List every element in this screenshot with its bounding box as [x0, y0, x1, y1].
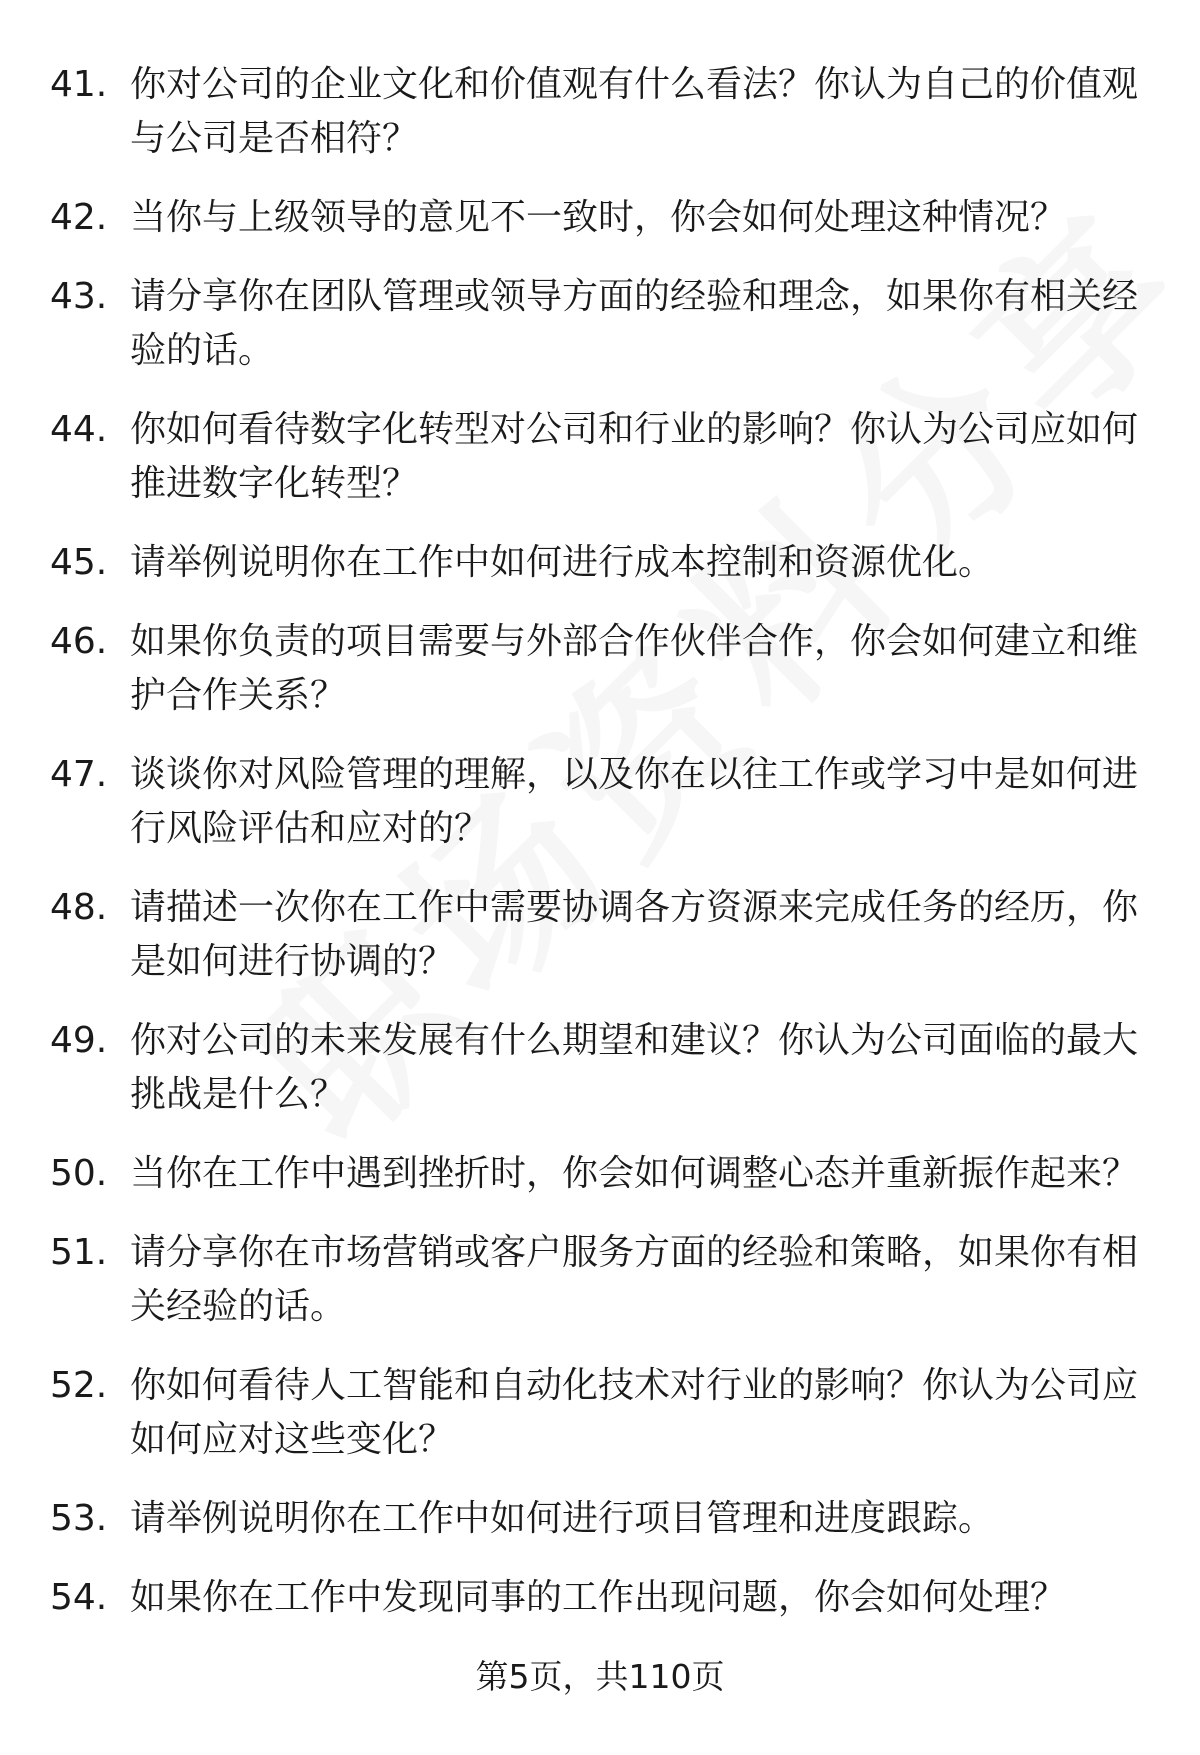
question-number: 41.	[50, 64, 108, 105]
question-number: 53.	[50, 1498, 108, 1539]
question-number: 47.	[50, 754, 108, 795]
question-text: 当你在工作中遇到挫折时，你会如何调整心态并重新振作起来？	[130, 1153, 1139, 1194]
question-list	[50, 58, 1150, 1650]
question-item	[50, 1014, 1150, 1122]
question-item	[50, 748, 1150, 856]
question-number: 49.	[50, 1020, 108, 1061]
question-item	[50, 881, 1150, 989]
question-number: 42.	[50, 197, 108, 238]
question-text: 请举例说明你在工作中如何进行项目管理和进度跟踪。	[130, 1498, 995, 1539]
question-text: 你如何看待人工智能和自动化技术对行业的影响？你认为公司应如何应对这些变化？	[130, 1365, 1139, 1460]
question-text: 请描述一次你在工作中需要协调各方资源来完成任务的经历，你是如何进行协调的？	[130, 887, 1139, 982]
page-number-footer: 第5页，共110页	[475, 1657, 725, 1696]
question-number: 43.	[50, 276, 108, 317]
question-number: 48.	[50, 887, 108, 928]
question-text: 请举例说明你在工作中如何进行成本控制和资源优化。	[130, 542, 995, 583]
question-text: 如果你在工作中发现同事的工作出现问题，你会如何处理？	[130, 1577, 1067, 1618]
question-number: 44.	[50, 409, 108, 450]
question-text: 谈谈你对风险管理的理解，以及你在以往工作或学习中是如何进行风险评估和应对的？	[130, 754, 1139, 849]
question-item	[50, 403, 1150, 511]
question-text: 你对公司的企业文化和价值观有什么看法？你认为自己的价值观与公司是否相符？	[130, 64, 1139, 159]
question-number: 51.	[50, 1232, 108, 1273]
question-item	[50, 1226, 1150, 1334]
question-item	[50, 58, 1150, 166]
question-text: 如果你负责的项目需要与外部合作伙伴合作，你会如何建立和维护合作关系？	[130, 621, 1139, 716]
question-number: 50.	[50, 1153, 108, 1194]
question-text: 当你与上级领导的意见不一致时，你会如何处理这种情况？	[130, 197, 1067, 238]
question-item	[50, 1492, 1150, 1546]
question-number: 46.	[50, 621, 108, 662]
question-number: 45.	[50, 542, 108, 583]
question-text: 请分享你在团队管理或领导方面的经验和理念，如果你有相关经验的话。	[130, 276, 1139, 371]
question-item	[50, 1571, 1150, 1625]
question-text: 你对公司的未来发展有什么期望和建议？你认为公司面临的最大挑战是什么？	[130, 1020, 1139, 1115]
question-item	[50, 191, 1150, 245]
question-number: 54.	[50, 1577, 108, 1618]
question-item	[50, 536, 1150, 590]
question-number: 52.	[50, 1365, 108, 1406]
question-item	[50, 615, 1150, 723]
question-item	[50, 1359, 1150, 1467]
question-text: 你如何看待数字化转型对公司和行业的影响？你认为公司应如何推进数字化转型？	[130, 409, 1139, 504]
question-item	[50, 1147, 1150, 1201]
question-text: 请分享你在市场营销或客户服务方面的经验和策略，如果你有相关经验的话。	[130, 1232, 1139, 1327]
question-item	[50, 270, 1150, 378]
